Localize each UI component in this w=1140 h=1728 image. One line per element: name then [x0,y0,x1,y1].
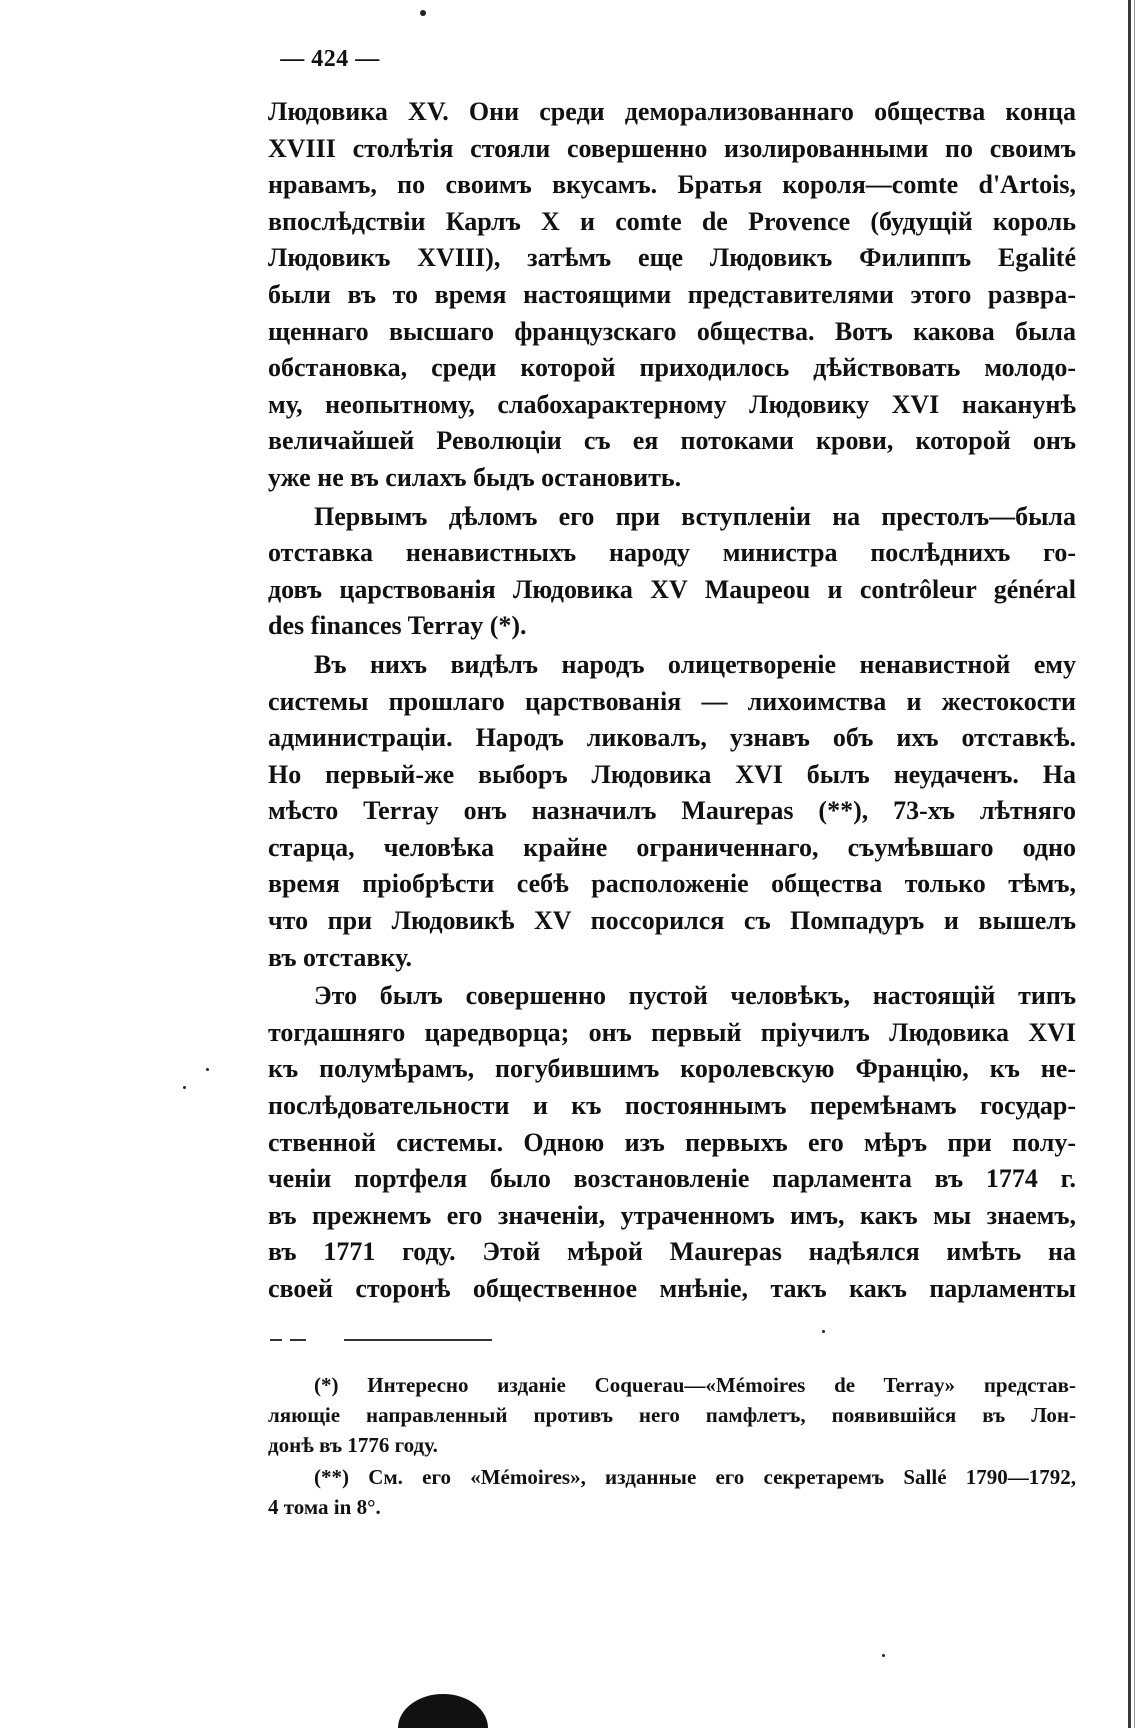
text-line: Но первый-же выборъ Людовика XVI былъ неудаченъ. На [268,759,1076,789]
page-edge-line [1134,0,1135,1728]
text-line: Людовика XV. Они среди деморализованнаго общества конца [268,97,1076,126]
ink-speck [882,1654,885,1657]
footnote-rule [344,1339,492,1341]
text-line: нравамъ, по своимъ вкусамъ. Братья короля—comte d'Artois, [268,170,1076,200]
text-line: XVIII столѣтія стояли совершенно изолированными по своимъ [268,133,1076,163]
text-line: были въ то время настоящими представителями этого развра- [268,279,1076,309]
page-number: — 424 — [280,46,380,72]
paragraph [268,978,1076,1307]
footnote-line: 4 тома in 8°. [268,1495,381,1519]
footnote-rule [290,1339,306,1341]
footnote [268,1370,1076,1460]
text-line: администраціи. Народъ ликовалъ, узнавъ объ ихъ отставкѣ. [268,723,1076,753]
footnote-line: (**) См. его «Mémoires», изданные его секретаремъ Sallé 1790—1792, [314,1465,1076,1489]
footnote-line: (*) Интересно изданіе Coquerau—«Mémoires de Terray» представ- [314,1373,1076,1397]
footnotes [268,1370,1076,1522]
paragraph [268,499,1076,645]
text-line: въ отставку. [268,942,412,972]
paragraph [268,647,1076,976]
text-line: Это былъ совершенно пустой человѣкъ, настоящій типъ [314,981,1076,1011]
text-line: уже не въ силахъ быдъ остановить. [268,462,682,492]
text-line: что при Людовикѣ XV поссорился съ Помпадуръ и вышелъ [268,906,1076,936]
text-line: Людовикъ XVIII), затѣмъ еще Людовикъ Филиппъ Egalité [268,243,1076,273]
text-line: обстановка, среди которой приходилось дѣйствовать молодо- [268,353,1076,383]
text-line: отставка ненавистныхъ народу министра послѣднихъ го- [268,538,1076,568]
ink-blot [398,1694,488,1728]
text-line: Первымъ дѣломъ его при вступленіи на престолъ—была [314,501,1076,531]
text-line: старца, человѣка крайне ограниченнаго, съумѣвшаго одно [268,832,1076,862]
ink-speck [206,1068,209,1071]
text-line: въ прежнемъ его значеніи, утраченномъ имъ, какъ мы знаемъ, [268,1200,1076,1230]
footnote-line: ляющіе направленный противъ него памфлетъ, появившійся въ Лон- [268,1403,1076,1427]
text-line: время пріобрѣсти себѣ расположеніе общества только тѣмъ, [268,869,1076,899]
ink-speck [420,10,426,16]
text-line: въ 1771 году. Этой мѣрой Maurepas надѣялся имѣть на [268,1237,1076,1267]
text-line: щеннаго высшаго французскаго общества. Вотъ какова была [268,316,1076,346]
footnote-rule [270,1339,282,1341]
text-line: ственной системы. Одною изъ первыхъ его мѣръ при полу- [268,1127,1076,1157]
text-line: къ полумѣрамъ, погубившимъ королевскую Францію, къ не- [268,1054,1076,1084]
text-line: des finances Terray (*). [268,611,527,641]
ink-speck [822,1330,825,1333]
text-line: системы прошлаго царствованія — лихоимства и жестокости [268,686,1076,716]
page-edge-shadow [1128,0,1131,1728]
text-line: довъ царствованія Людовика XV Maupeou и contrôleur général [268,574,1076,604]
ink-speck [183,1086,186,1089]
text-line: величайшей Революціи съ ея потоками крови, которой онъ [268,426,1076,456]
paragraph [268,94,1076,497]
text-line: мѣсто Terray онъ назначилъ Maurepas (**), 73-хъ лѣтняго [268,796,1076,826]
text-line: впослѣдствіи Карлъ X и comte de Provence (будущій король [268,206,1076,236]
text-line: послѣдовательности и къ постояннымъ перемѣнамъ государ- [268,1091,1076,1121]
footnote [268,1462,1076,1522]
text-line: ченіи портфеля было возстановленіе парламента въ 1774 г. [268,1164,1076,1194]
footnote-line: донѣ въ 1776 году. [268,1433,438,1457]
text-line: своей сторонѣ общественное мнѣніе, такъ какъ парламенты [268,1274,1076,1303]
text-line: му, неопытному, слабохарактерному Людовику XVI наканунѣ [268,389,1076,419]
body-text [268,94,1076,1308]
text-line: тогдашняго царедворца; онъ первый пріучилъ Людовика XVI [268,1017,1076,1047]
text-line: Въ нихъ видѣлъ народъ олицетвореніе ненавистной ему [314,649,1076,679]
